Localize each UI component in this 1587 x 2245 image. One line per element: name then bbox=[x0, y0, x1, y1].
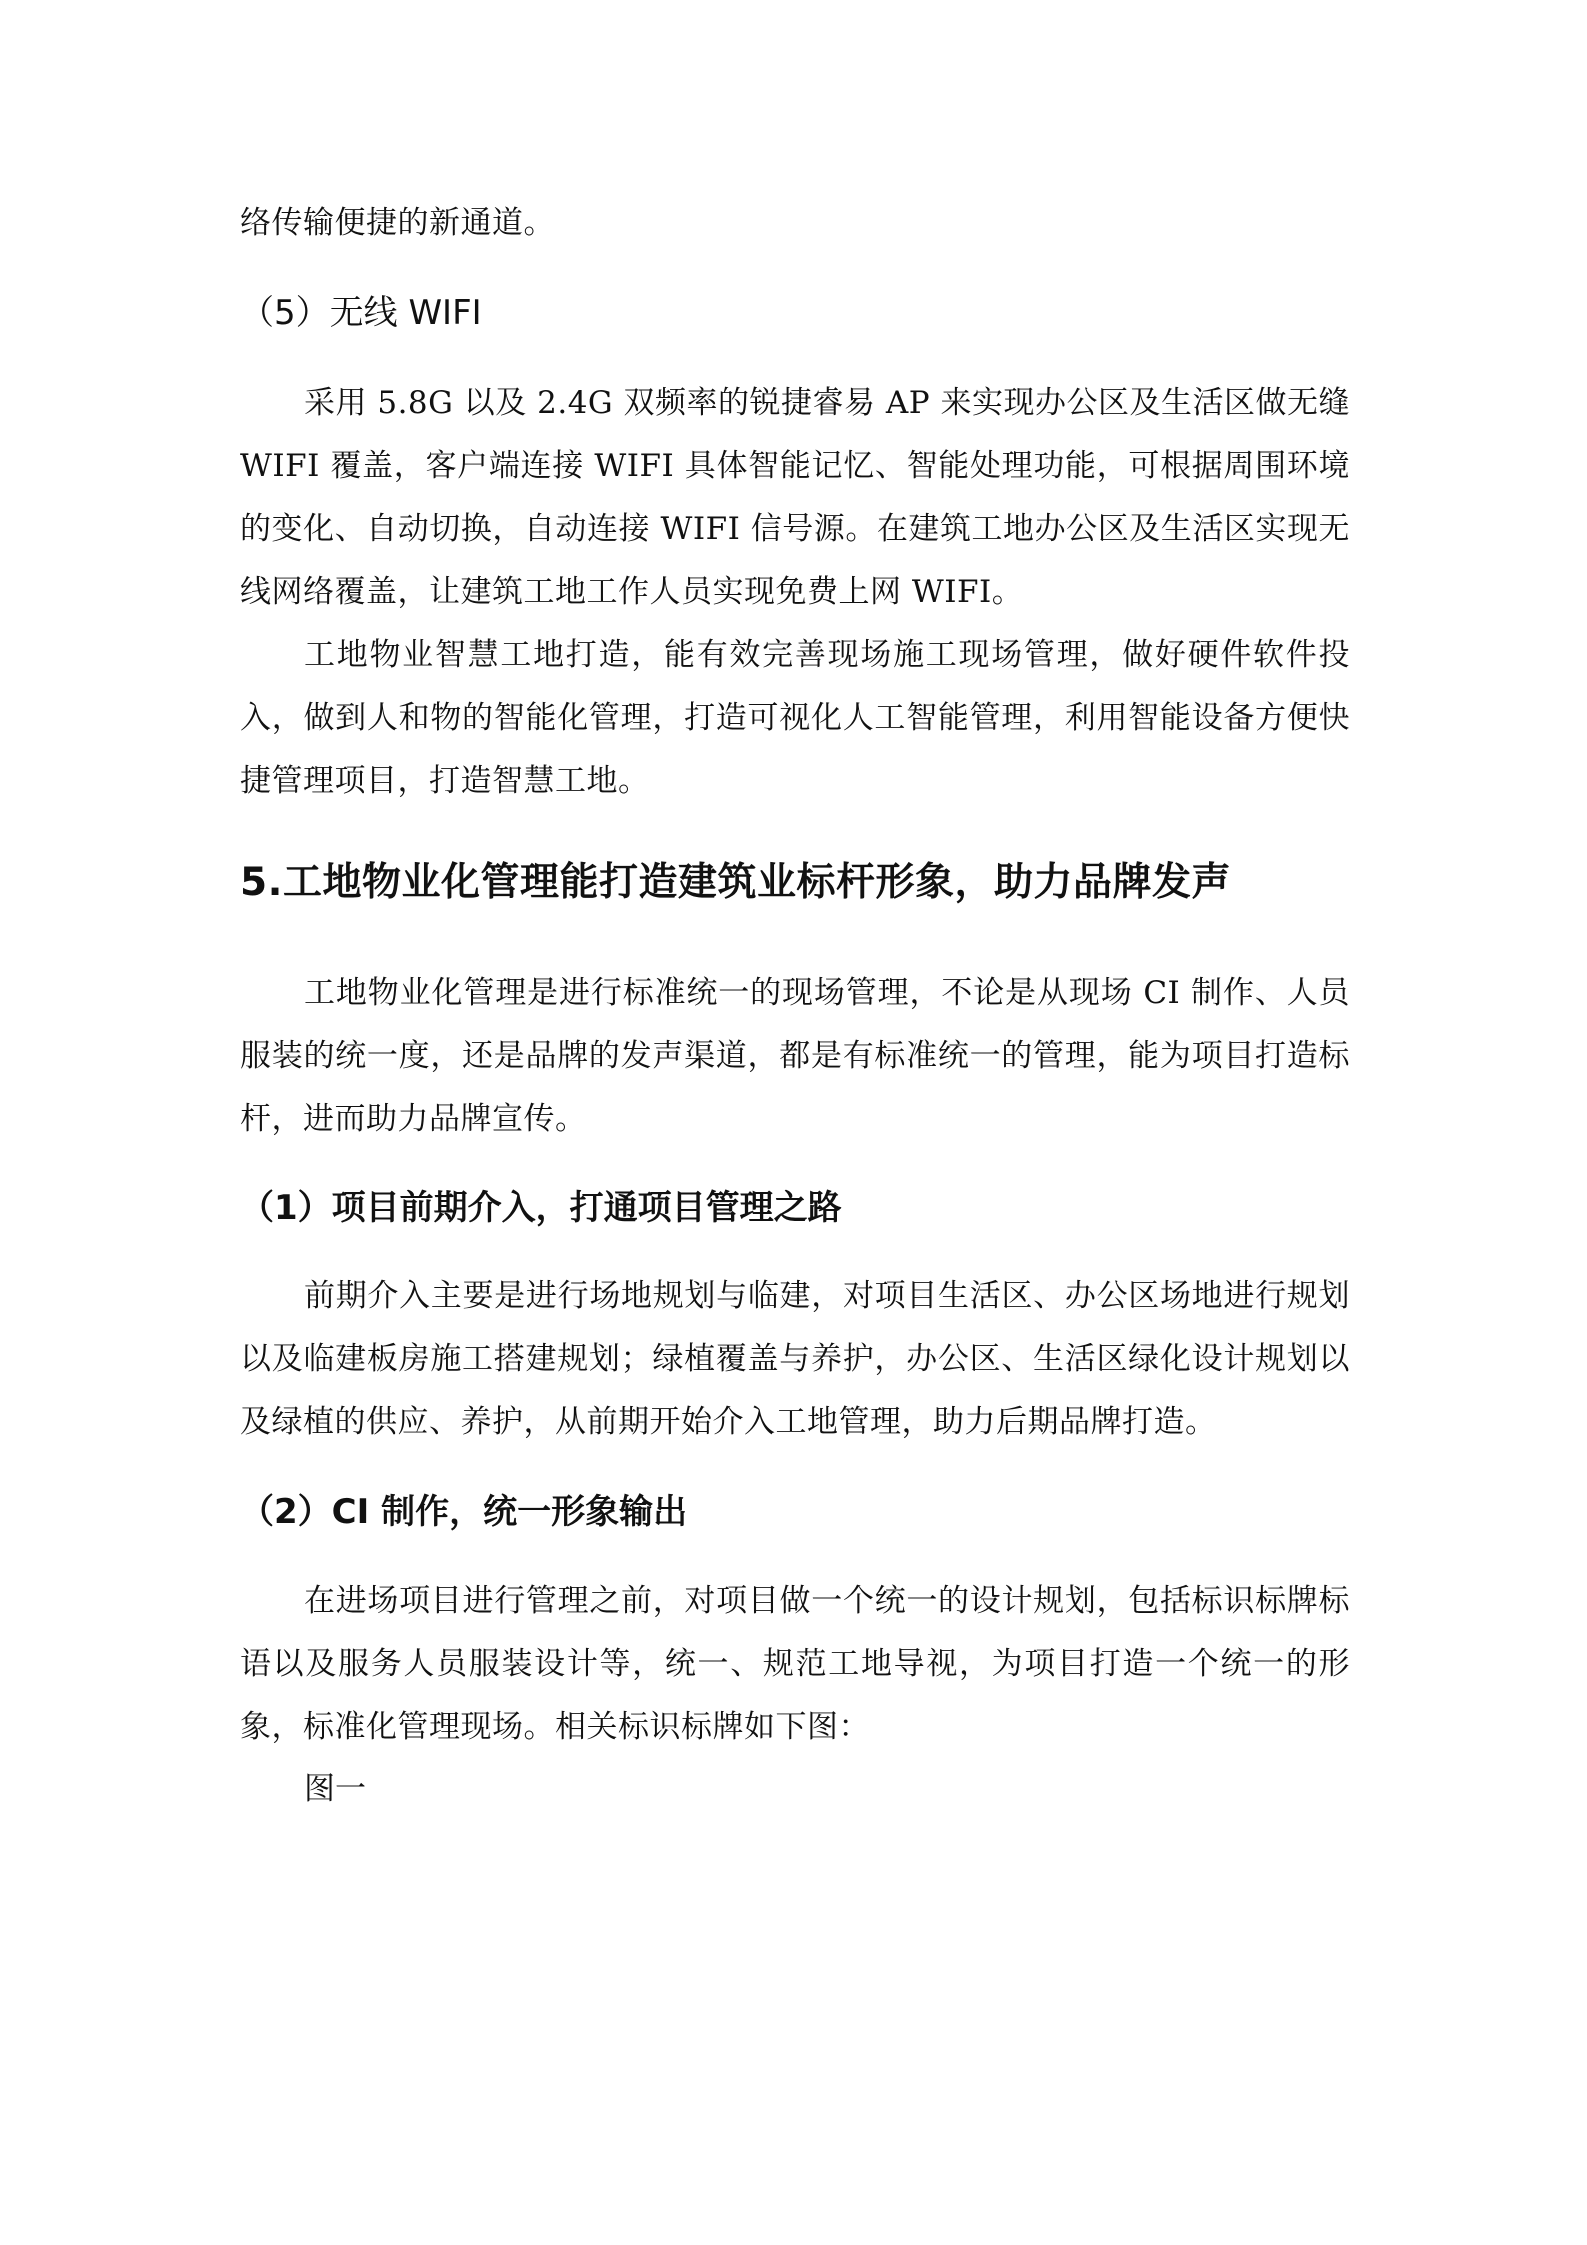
sub-2-heading: （2）CI 制作，统一形象输出 bbox=[240, 1492, 688, 1532]
sub-2-body bbox=[240, 1570, 1350, 1759]
continuation-text bbox=[240, 192, 1350, 255]
sub-1-heading-wrap bbox=[240, 1178, 1350, 1238]
wifi-section-heading: （5）无线 WIFI bbox=[240, 293, 482, 333]
wifi-paragraph: 采用 5.8G 以及 2.4G 双频率的锐捷睿易 AP 来实现办公区及生活区做无缝 WIFI 覆盖，客户端连接 WIFI 具体智能记忆、智能处理功能，可根据周围环境的变化、自动切换，自动连接 WIFI 信号源。在建筑工地办公区及生活区实现无线网络覆盖，让建筑工地工作人员实现免费上网 WIFI。 bbox=[240, 385, 1350, 610]
sub-2-paragraph: 在进场项目进行管理之前，对项目做一个统一的设计规划，包括标识标牌标语以及服务人员服装设计等，统一、规范工地导视，为项目打造一个统一的形象，标准化管理现场。相关标识标牌如下图： bbox=[240, 1583, 1350, 1745]
sub-1-body bbox=[240, 1265, 1350, 1454]
chapter-5-paragraph: 工地物业化管理是进行标准统一的现场管理，不论是从现场 CI 制作、人员服装的统一度，还是品牌的发声渠道，都是有标准统一的管理，能为项目打造标杆，进而助力品牌宣传。 bbox=[240, 975, 1350, 1137]
chapter-5-heading-wrap bbox=[240, 853, 1350, 913]
figure-label: 图一 bbox=[304, 1771, 366, 1807]
chapter-5-heading: 5.工地物业化管理能打造建筑业标杆形象，助力品牌发声 bbox=[240, 860, 1231, 905]
summary-paragraph: 工地物业智慧工地打造，能有效完善现场施工现场管理，做好硬件软件投入，做到人和物的智能化管理，打造可视化人工智能管理，利用智能设备方便快捷管理项目，打造智慧工地。 bbox=[240, 637, 1350, 799]
sub-2-heading-wrap bbox=[240, 1482, 1350, 1542]
wifi-section-heading-wrap bbox=[240, 283, 1350, 343]
chapter-5-body bbox=[240, 962, 1350, 1151]
figure-label-wrap bbox=[240, 1758, 1350, 1821]
sub-1-paragraph: 前期介入主要是进行场地规划与临建，对项目生活区、办公区场地进行规划以及临建板房施工搭建规划；绿植覆盖与养护，办公区、生活区绿化设计规划以及绿植的供应、养护，从前期开始介入工地管理，助力后期品牌打造。 bbox=[240, 1278, 1350, 1440]
summary-body bbox=[240, 624, 1350, 813]
wifi-section-body bbox=[240, 372, 1350, 624]
sub-1-heading: （1）项目前期介入，打通项目管理之路 bbox=[240, 1188, 842, 1228]
continuation-paragraph: 络传输便捷的新通道。 bbox=[240, 205, 555, 241]
